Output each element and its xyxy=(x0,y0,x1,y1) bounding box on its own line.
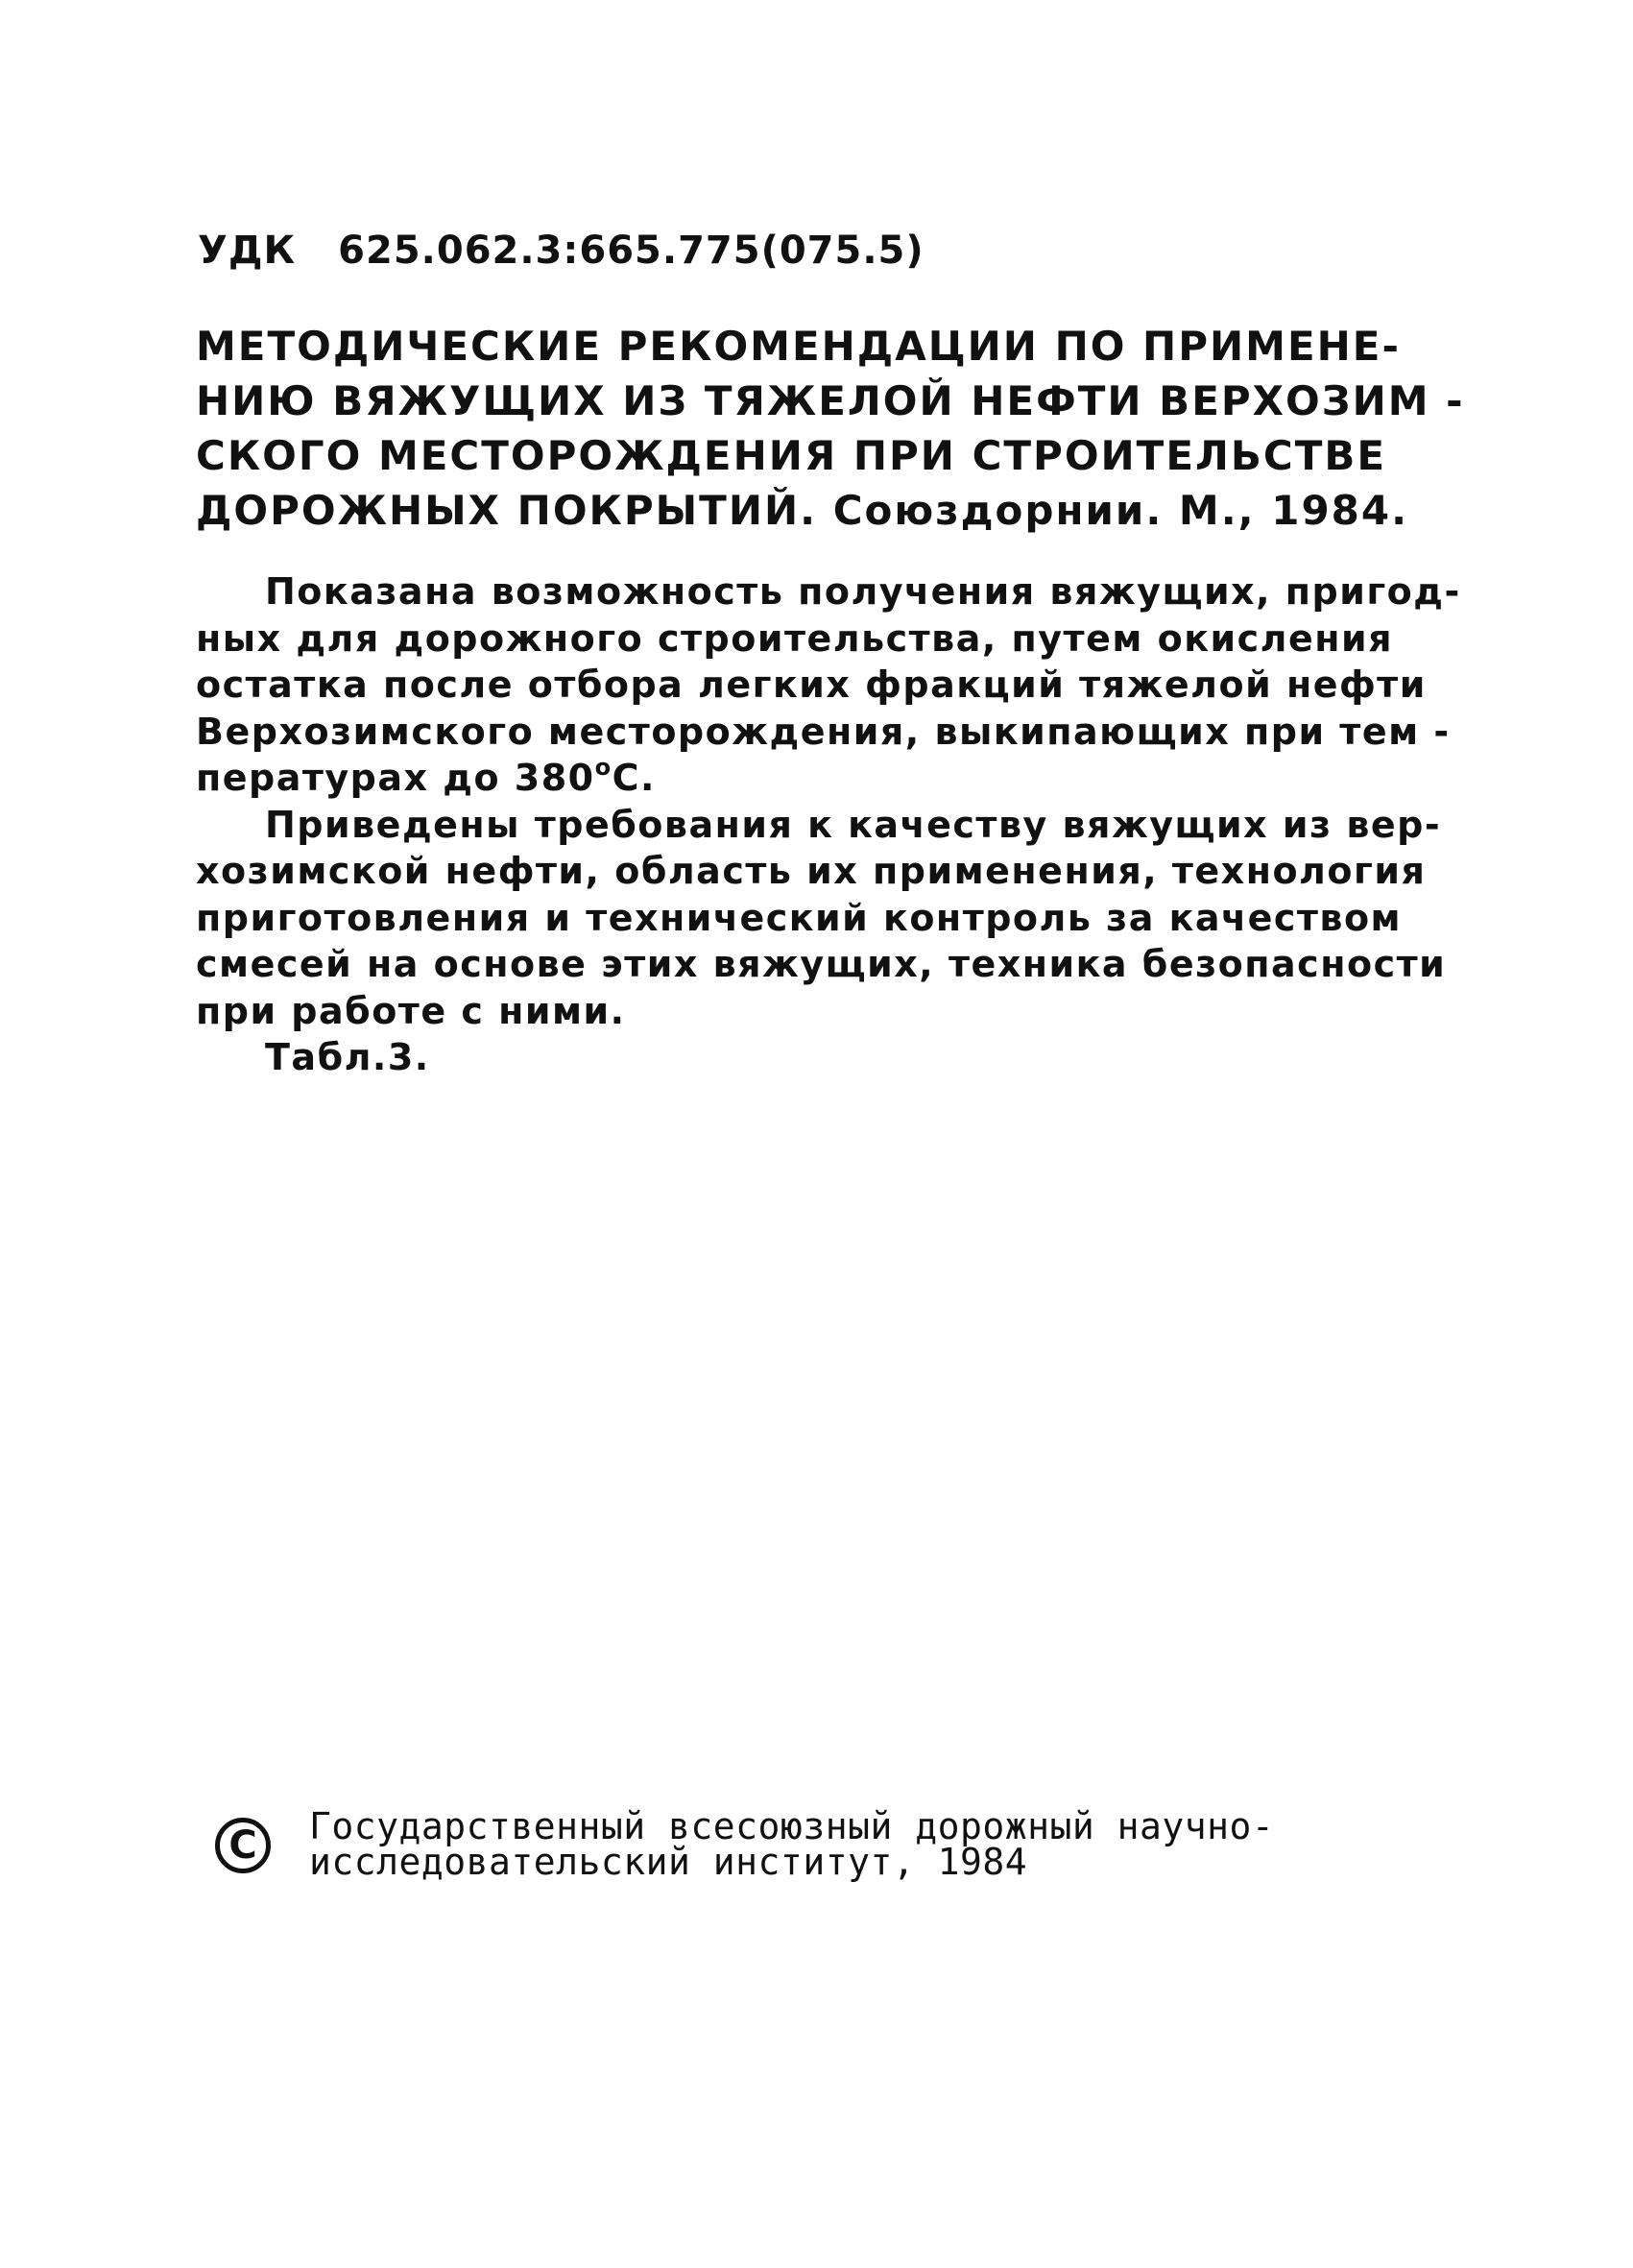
abstract-line xyxy=(196,755,1434,802)
abstract-line: остатка после отбора легких фракций тяжелой нефти xyxy=(196,664,1427,706)
title-line: ДОРОЖНЫХ ПОКРЫТИЙ. Союздорнии. М., 1984. xyxy=(196,487,1409,534)
degree-superscript: о xyxy=(594,754,612,781)
abstract-line: смесей на основе этих вяжущих, техника безопасности xyxy=(196,943,1447,985)
publisher-notice xyxy=(309,1805,1275,1883)
publisher-line: исследовательский институт, 1984 xyxy=(309,1841,1028,1883)
abstract-line: ных для дорожного строительства, путем окисления xyxy=(196,616,1394,660)
abstract-line: Приведены требования к качеству вяжущих из вер- xyxy=(265,803,1442,846)
title-line: МЕТОДИЧЕСКИЕ РЕКОМЕНДАЦИИ ПО ПРИМЕНЕ- xyxy=(196,323,1401,370)
abstract-text: пературах до 380 xyxy=(196,757,595,799)
abstract-line: приготовления и технический контроль за качеством xyxy=(196,896,1403,939)
udk-label: УДК xyxy=(198,229,297,273)
publisher-line: Государственный всесоюзный дорожный научно- xyxy=(309,1805,1275,1847)
abstract-line: хозимской нефти, область их применения, технология xyxy=(196,850,1427,892)
udk-line xyxy=(198,229,925,273)
degree-unit: С. xyxy=(612,757,656,799)
tables-count: Табл.3. xyxy=(265,1036,430,1078)
copyright-icon: C xyxy=(215,1818,271,1873)
abstract xyxy=(196,568,1461,1081)
title-line: НИЮ ВЯЖУЩИХ ИЗ ТЯЖЕЛОЙ НЕФТИ ВЕРХОЗИМ - xyxy=(196,377,1465,424)
document-title xyxy=(196,319,1465,538)
abstract-line: при работе с ними. xyxy=(196,989,626,1032)
abstract-line: Показана возможность получения вяжущих, пригод- xyxy=(265,570,1461,613)
title-line: СКОГО МЕСТОРОЖДЕНИЯ ПРИ СТРОИТЕЛЬСТВЕ xyxy=(196,432,1387,479)
abstract-line: Верхозимского месторождения, выкипающих при тем - xyxy=(196,710,1451,753)
udk-code: 625.062.3:665.775(075.5) xyxy=(338,229,925,273)
